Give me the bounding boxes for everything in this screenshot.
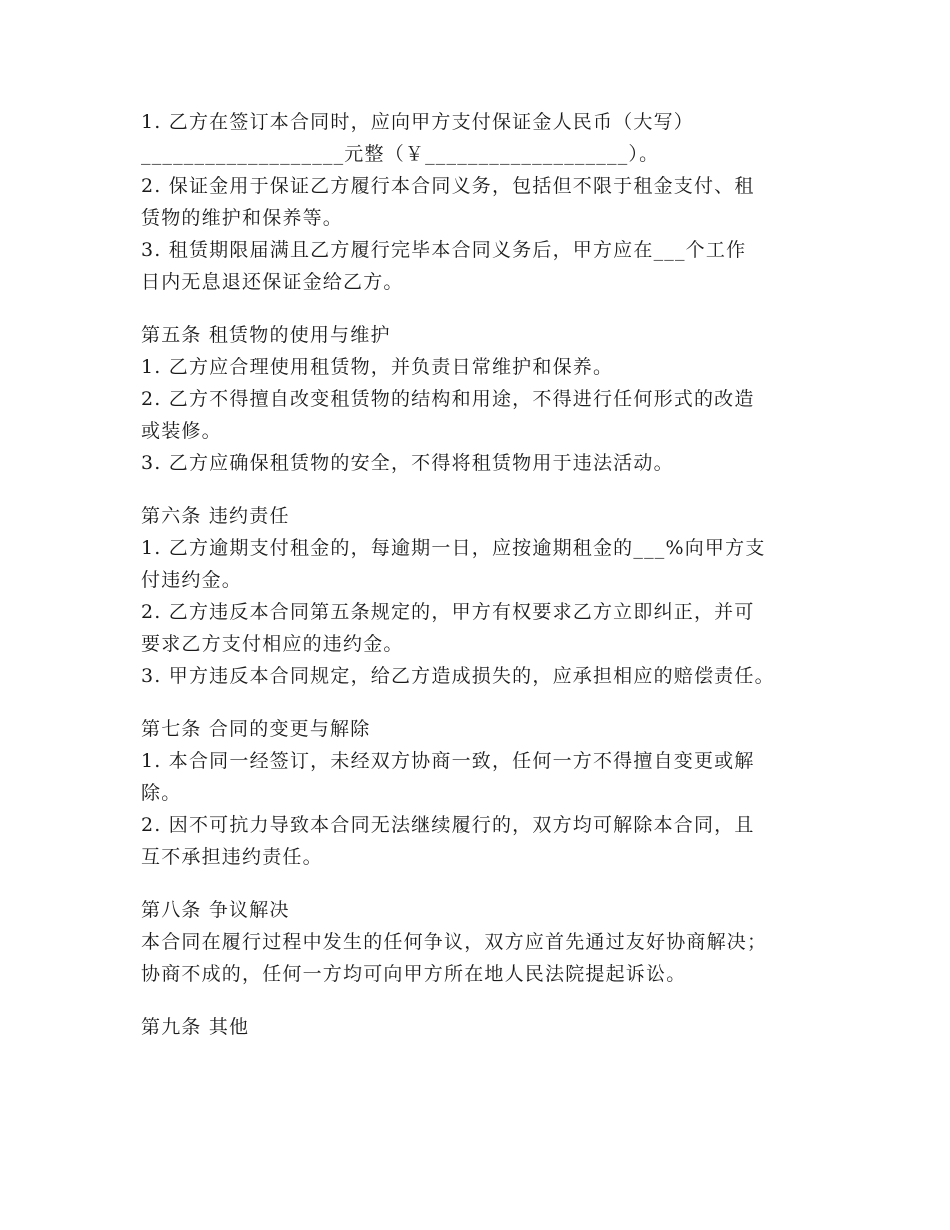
clause-line: 协商不成的，任何一方均可向甲方所在地人民法院提起诉讼。 xyxy=(141,963,687,985)
clause-line: 1. 本合同一经签订，未经双方协商一致，任何一方不得擅自变更或解 xyxy=(141,750,755,772)
clause-line: 或装修。 xyxy=(141,420,222,442)
section-gap xyxy=(141,990,841,1011)
article-8 xyxy=(141,894,841,990)
article-heading: 第五条 租赁物的使用与维护 xyxy=(141,324,391,346)
article-heading: 第七条 合同的变更与解除 xyxy=(141,718,371,740)
clause-line: 付违约金。 xyxy=(141,569,243,591)
clause-line: 2. 保证金用于保证乙方履行本合同义务，包括但不限于租金支付、租 xyxy=(141,175,755,197)
clause-line: ___________________元整（￥___________________）。 xyxy=(141,143,660,165)
clause-line: 2. 乙方违反本合同第五条规定的，甲方有权要求乙方立即纠正，并可 xyxy=(141,601,755,623)
article-5 xyxy=(141,319,841,479)
clause-line: 赁物的维护和保养等。 xyxy=(141,207,344,229)
article-6 xyxy=(141,500,841,692)
article-7 xyxy=(141,713,841,873)
article-heading: 第九条 其他 xyxy=(141,1016,250,1038)
clause-line: 3. 租赁期限届满且乙方履行完毕本合同义务后，甲方应在___个工作 xyxy=(141,239,747,261)
article-heading: 第八条 争议解决 xyxy=(141,899,290,921)
clause-line: 3. 乙方应确保租赁物的安全，不得将租赁物用于违法活动。 xyxy=(141,452,674,474)
clause-line: 本合同在履行过程中发生的任何争议，双方应首先通过友好协商解决； xyxy=(141,931,768,953)
section-gap xyxy=(141,692,841,713)
clause-line: 1. 乙方应合理使用租赁物，并负责日常维护和保养。 xyxy=(141,356,614,378)
article-9 xyxy=(141,1011,841,1043)
clause-line: 2. 因不可抗力导致本合同无法继续履行的，双方均可解除本合同，且 xyxy=(141,814,755,836)
section-gap xyxy=(141,873,841,894)
clause-line: 3. 甲方违反本合同规定，给乙方造成损失的，应承担相应的赔偿责任。 xyxy=(141,665,775,687)
contract-page xyxy=(141,106,841,1043)
clause-line: 日内无息退还保证金给乙方。 xyxy=(141,271,404,293)
clause-line: 互不承担违约责任。 xyxy=(141,846,323,868)
clause-line: 1. 乙方逾期支付租金的，每逾期一日，应按逾期租金的___%向甲方支 xyxy=(141,537,766,559)
clause-line: 1. 乙方在签订本合同时，应向甲方支付保证金人民币（大写） xyxy=(141,111,694,133)
clause-line: 除。 xyxy=(141,782,182,804)
article-heading: 第六条 违约责任 xyxy=(141,505,290,527)
clause-line: 要求乙方支付相应的违约金。 xyxy=(141,633,404,655)
clause-line: 2. 乙方不得擅自改变租赁物的结构和用途，不得进行任何形式的改造 xyxy=(141,388,755,410)
section-gap xyxy=(141,298,841,319)
section-gap xyxy=(141,479,841,500)
deposit-clauses xyxy=(141,106,841,298)
